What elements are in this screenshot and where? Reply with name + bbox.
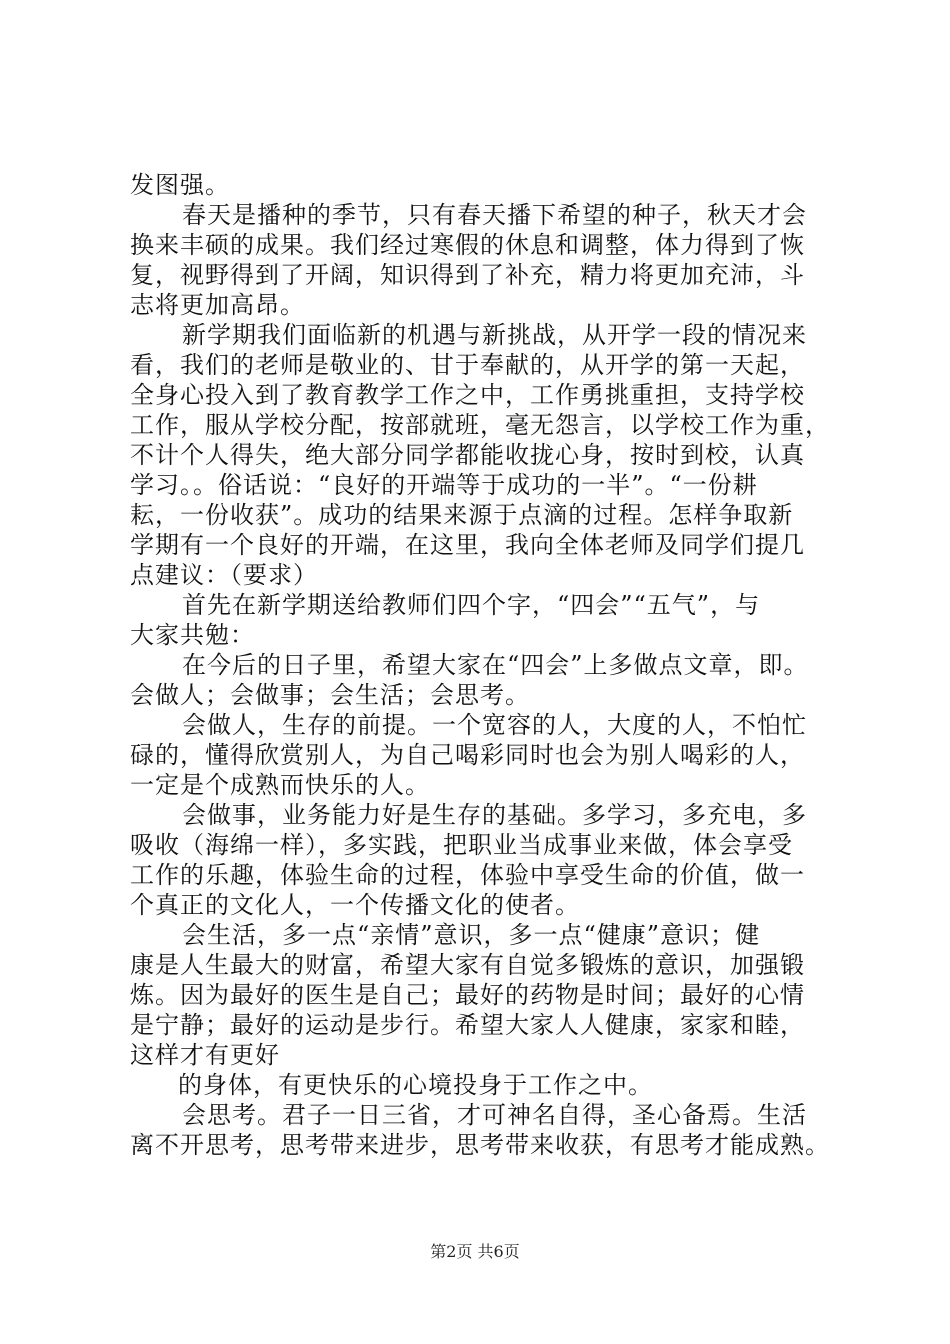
paragraph-start-line: 会做人，生存的前提。一个宽容的人，大度的人，不怕忙 bbox=[182, 711, 807, 739]
text-line: 换来丰硕的成果。我们经过寒假的休息和调整，体力得到了恢 bbox=[130, 231, 805, 259]
paragraph-start-line: 会生活，多一点“亲情”意识，多一点“健康”意识；健 bbox=[182, 921, 761, 949]
text-line: 看，我们的老师是敬业的、甘于奉献的，从开学的第一天起， bbox=[130, 351, 805, 379]
text-line: 工作的乐趣，体验生命的过程，体验中享受生命的价值，做一 bbox=[130, 861, 805, 889]
text-line: 点建议：（要求） bbox=[130, 561, 318, 589]
text-line: 离不开思考，思考带来进步，思考带来收获，有思考才能成熟。 bbox=[130, 1131, 830, 1159]
text-line: 碌的，懂得欣赏别人，为自己喝彩同时也会为别人喝彩的人， bbox=[130, 741, 805, 769]
text-line: 发图强。 bbox=[130, 171, 230, 199]
text-line: 大家共勉： bbox=[130, 621, 255, 649]
page-number-footer: 第2页 共6页 bbox=[430, 1242, 520, 1261]
text-line: 学期有一个良好的开端，在这里，我向全体老师及同学们提几 bbox=[130, 531, 805, 559]
text-line: 全身心投入到了教育教学工作之中，工作勇挑重担，支持学校 bbox=[130, 381, 805, 409]
paragraph-start-line: 首先在新学期送给教师们四个字，“四会”“五气”，与 bbox=[182, 591, 761, 619]
text-line: 耘，一份收获”。成功的结果来源于点滴的过程。怎样争取新 bbox=[130, 501, 794, 529]
text-line: 复，视野得到了开阔，知识得到了补充，精力将更加充沛，斗 bbox=[130, 261, 805, 289]
text-line: 康是人生最大的财富，希望大家有自觉多锻炼的意识，加强锻 bbox=[130, 951, 805, 979]
text-line: 工作，服从学校分配，按部就班，毫无怨言，以学校工作为重， bbox=[130, 411, 830, 439]
text-line: 一定是个成熟而快乐的人。 bbox=[130, 771, 430, 799]
text-line: 这样才有更好 bbox=[130, 1041, 280, 1069]
paragraph-start-line: 新学期我们面临新的机遇与新挑战，从开学一段的情况来 bbox=[182, 321, 807, 349]
text-line: 学习。。俗话说：“良好的开端等于成功的一半”。“一份耕 bbox=[130, 471, 758, 499]
paragraph-start-line: 会做事，业务能力好是生存的基础。多学习，多充电，多 bbox=[182, 801, 807, 829]
text-line: 会做人；会做事；会生活；会思考。 bbox=[130, 681, 530, 709]
text-line: 炼。因为最好的医生是自己；最好的药物是时间；最好的心情 bbox=[130, 981, 805, 1009]
document-body bbox=[130, 170, 830, 1160]
text-line: 不计个人得失，绝大部分同学都能收拢心身，按时到校，认真 bbox=[130, 441, 805, 469]
paragraph-start-line: 的身体，有更快乐的心境投身于工作之中。 bbox=[178, 1071, 653, 1099]
text-line: 志将更加高昂。 bbox=[130, 291, 305, 319]
text-line: 个真正的文化人，一个传播文化的使者。 bbox=[130, 891, 580, 919]
text-line: 是宁静；最好的运动是步行。希望大家人人健康，家家和睦， bbox=[130, 1011, 805, 1039]
paragraph-start-line: 春天是播种的季节，只有春天播下希望的种子，秋天才会 bbox=[182, 201, 807, 229]
paragraph-start-line: 在今后的日子里，希望大家在“四会”上多做点文章，即。 bbox=[182, 651, 809, 679]
text-line: 吸收（海绵一样），多实践，把职业当成事业来做，体会享受 bbox=[130, 831, 793, 859]
paragraph-start-line: 会思考。君子一日三省，才可神名自得，圣心备焉。生活 bbox=[182, 1101, 807, 1129]
